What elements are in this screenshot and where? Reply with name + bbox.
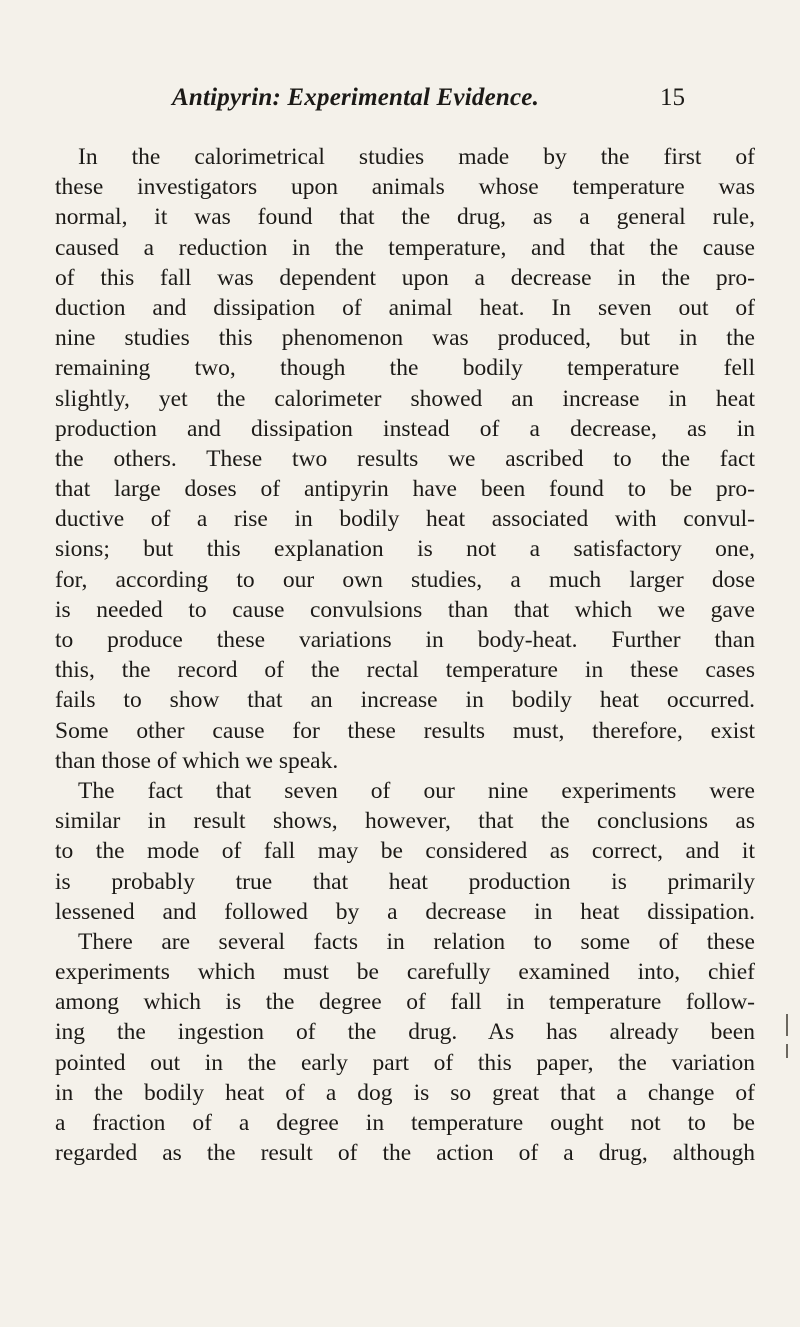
text-line: remaining two, though the bodily temperature fell xyxy=(55,355,755,382)
text-line: slightly, yet the calorimeter showed an increase in heat xyxy=(55,385,755,412)
text-line: than those of which we speak. xyxy=(55,747,339,774)
text-line: In the calorimetrical studies made by the first of xyxy=(78,144,755,170)
text-line: is probably true that heat production is primarily xyxy=(55,868,755,895)
text-line: ing the ingestion of the drug. As has already been xyxy=(55,1019,755,1046)
running-title: Antipyrin: Experimental Evidence. xyxy=(172,84,540,111)
text-line: the others. These two results we ascribed to the fact xyxy=(55,445,755,472)
text-line: among which is the degree of fall in temperature follow- xyxy=(55,989,755,1016)
text-line: a fraction of a degree in temperature ought not to be xyxy=(55,1110,755,1136)
text-line: nine studies this phenomenon was produced, but in the xyxy=(55,325,755,352)
margin-mark xyxy=(786,1014,788,1036)
text-line: these investigators upon animals whose temperature was xyxy=(55,174,755,201)
text-line: for, according to our own studies, a much larger dose xyxy=(55,566,755,593)
text-line: sions; but this explanation is not a satisfactory one, xyxy=(55,536,755,563)
text-line: similar in result shows, however, that the conclusions as xyxy=(55,808,755,835)
text-line: The fact that seven of our nine experiments were xyxy=(78,777,755,804)
text-line: production and dissipation instead of a decrease, as in xyxy=(55,415,755,442)
text-line: duction and dissipation of animal heat. In seven out of xyxy=(55,294,755,321)
text-line: ductive of a rise in bodily heat associated with convul- xyxy=(55,506,755,533)
text-line: in the bodily heat of a dog is so great that a change of xyxy=(55,1079,755,1106)
text-line: normal, it was found that the drug, as a general rule, xyxy=(55,204,755,231)
text-line: fails to show that an increase in bodily heat occurred. xyxy=(55,687,755,714)
text-line: pointed out in the early part of this paper, the variation xyxy=(55,1049,755,1076)
text-line: caused a reduction in the temperature, and that the cause xyxy=(55,234,755,261)
text-line: Some other cause for these results must, therefore, exist xyxy=(55,717,755,744)
text-line: There are several facts in relation to some of these xyxy=(78,928,755,955)
margin-mark xyxy=(786,1044,788,1058)
page-number: 15 xyxy=(660,84,685,111)
text-line: to the mode of fall may be considered as correct, and it xyxy=(55,838,755,865)
text-line: regarded as the result of the action of a drug, although xyxy=(55,1140,755,1167)
body-text xyxy=(55,142,755,1168)
text-line: to produce these variations in body-heat. Further than xyxy=(55,627,755,653)
text-line: that large doses of antipyrin have been found to be pro- xyxy=(55,476,755,503)
text-line: of this fall was dependent upon a decrease in the pro- xyxy=(55,264,755,291)
text-line: lessened and followed by a decrease in heat dissipation. xyxy=(55,898,755,925)
text-line: experiments which must be carefully examined into, chief xyxy=(55,959,755,986)
text-line: this, the record of the rectal temperature in these cases xyxy=(55,657,755,684)
text-line: is needed to cause convulsions than that which we gave xyxy=(55,596,755,623)
